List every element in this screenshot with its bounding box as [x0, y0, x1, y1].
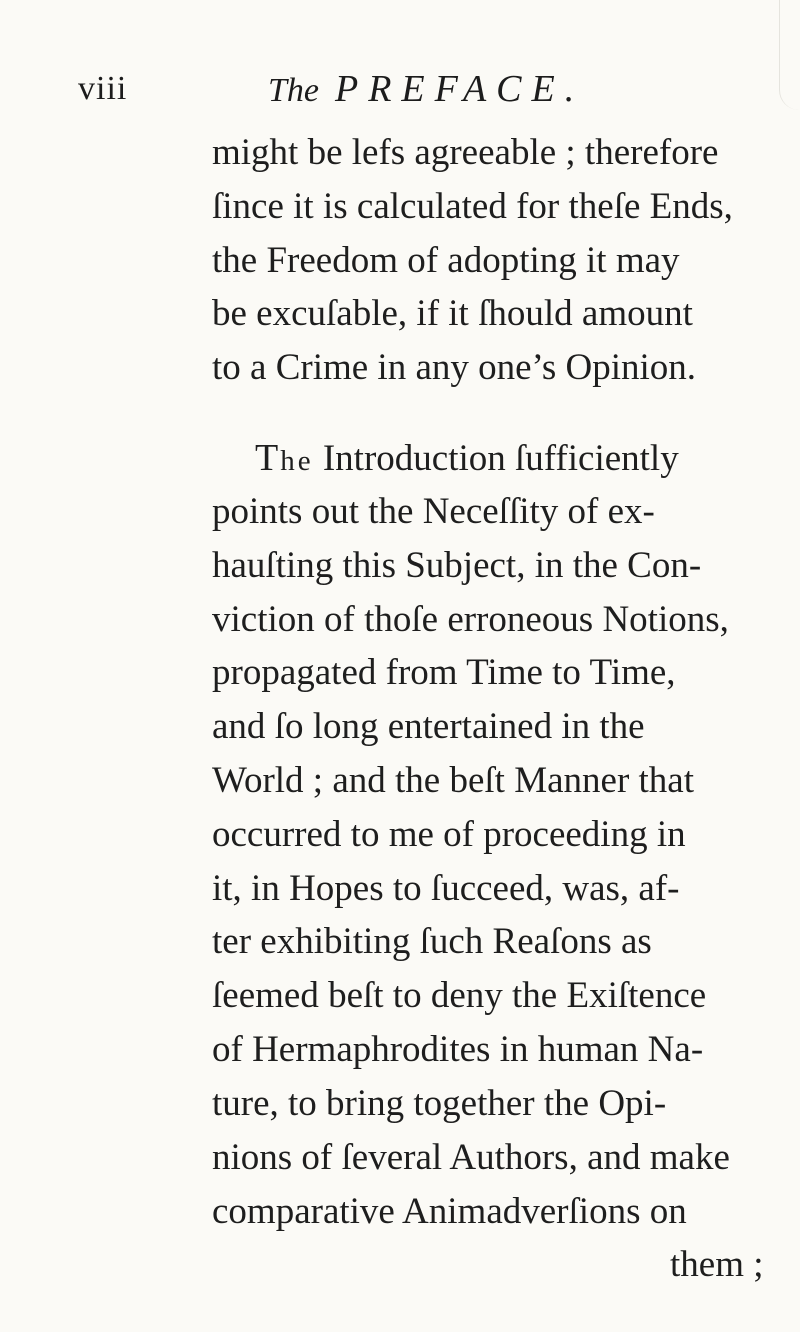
- text-line: might be lefs agreeable ; therefore: [212, 132, 719, 173]
- text-line: the Freedom of adopting it may: [212, 240, 680, 281]
- text-line: it, in Hopes to ſucceed, was, af-: [212, 868, 680, 909]
- text-line: ture, to bring together the Opi-: [212, 1083, 667, 1124]
- text-line: nions of ſeveral Authors, and make: [212, 1137, 730, 1178]
- running-head-the: The: [268, 72, 319, 109]
- catchword: them ;: [670, 1244, 764, 1285]
- text-line: World ; and the beſt Manner that: [212, 760, 694, 801]
- text-line: occurred to me of proceeding in: [212, 814, 686, 855]
- page-number: viii: [78, 70, 128, 107]
- text-line: hauſting this Subject, in the Con-: [212, 545, 702, 586]
- text-line: of Hermaphrodites in human Na-: [212, 1029, 704, 1070]
- text-line: viction of thoſe erroneous Notions,: [212, 599, 729, 640]
- paragraph-opening-line: [255, 436, 679, 483]
- text-line: to a Crime in any one’s Opinion.: [212, 347, 697, 388]
- text-line: ſeemed beſt to deny the Exiſtence: [212, 975, 707, 1016]
- text-line: propagated from Time to Time,: [212, 652, 676, 693]
- text-line: and ſo long entertained in the: [212, 706, 645, 747]
- text-line: ſince it is calculated for theſe Ends,: [212, 186, 733, 227]
- small-caps-initial: T: [255, 437, 281, 479]
- text-line: comparative Animadverſions on: [212, 1191, 687, 1232]
- text-line: ter exhibiting ſuch Reaſons as: [212, 921, 652, 962]
- text-line: be excuſable, if it ſhould amount: [212, 293, 693, 334]
- running-head-title: PREFACE.: [335, 68, 585, 110]
- small-caps-rest: he: [280, 445, 314, 477]
- text-line: points out the Neceſſity of ex-: [212, 491, 655, 532]
- opening-line-rest: Introduction ſufficiently: [322, 438, 679, 479]
